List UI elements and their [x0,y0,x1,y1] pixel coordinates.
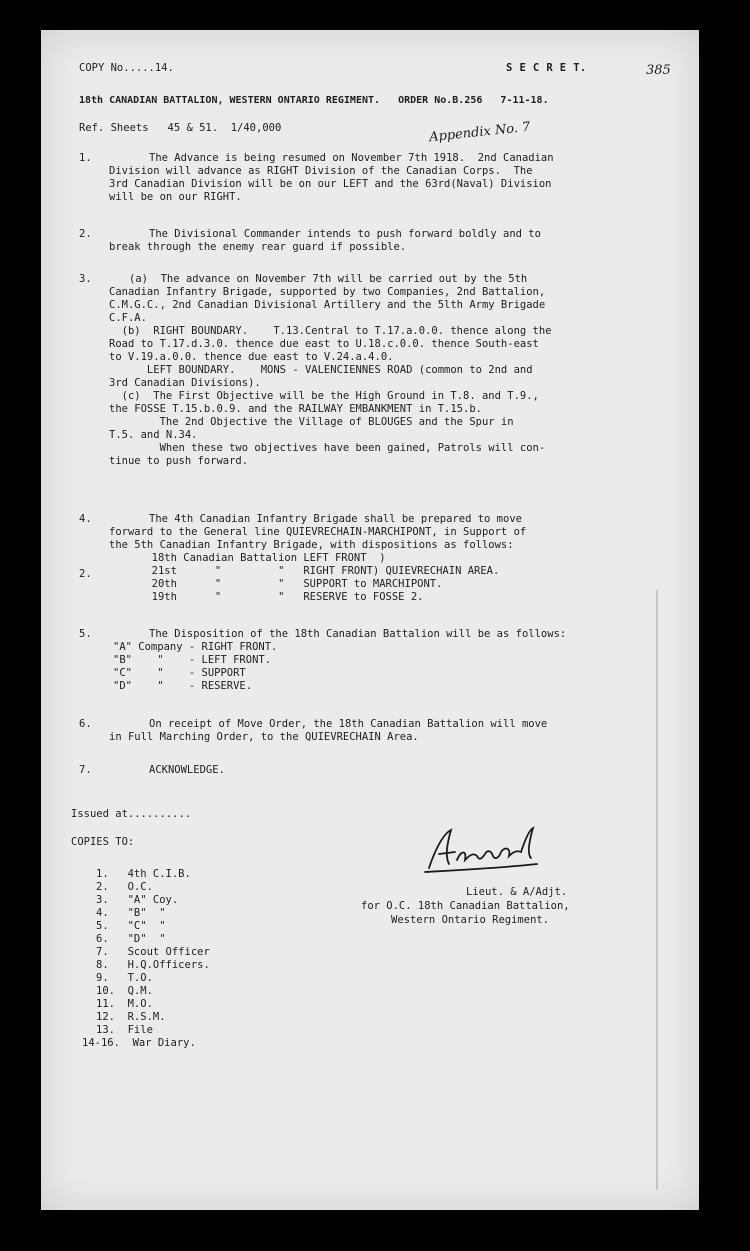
list-item: 3. "A" Coy. [96,894,179,906]
signature-scrawl [421,820,541,880]
para-line: in Full Marching Order, to the QUIEVRECHAIN Area. [109,731,419,743]
list-item: 7. Scout Officer [96,946,210,958]
para-line: "C" " - SUPPORT [113,667,246,679]
list-item: 5. "C" " [96,920,166,932]
appendix-note: Appendix No. 7 [428,119,532,146]
secret-mark: S E C R E T. [506,62,587,74]
order-title: 18th CANADIAN BATTALION, WESTERN ONTARIO REGIMENT. ORDER No.B.256 7-11-18. [79,95,549,106]
para-line: The Advance is being resumed on November 7th 1918. 2nd Canadian [149,152,554,164]
para-line: The Disposition of the 18th Canadian Battalion will be as follows: [149,628,567,640]
acknowledge: ACKNOWLEDGE. [149,764,225,776]
signer-for-line: for O.C. 18th Canadian Battalion, [361,900,570,912]
page-number: 385 [646,63,671,78]
signer-rank: Lieut. & A/Adjt. [466,886,568,898]
para-line: 20th " " SUPPORT to MARCHIPONT. [139,578,443,590]
para-line: The 4th Canadian Infantry Brigade shall be prepared to move [149,513,522,525]
para-3 [109,273,659,468]
para-line: 19th " " RESERVE to FOSSE 2. [139,591,424,603]
para-line: The 2nd Objective the Village of BLOUGES and the Spur in [109,416,514,428]
para-line: The Divisional Commander intends to push forward boldly and to [149,228,541,240]
para-line: "B" " - LEFT FRONT. [113,654,272,666]
para-line: Division will advance as RIGHT Division of the Canadian Corps. The [109,165,533,177]
para-line: 3rd Canadian Division will be on our LEFT and the 63rd(Naval) Division [109,178,552,190]
signature [421,820,541,880]
para-3-number: 3. [79,273,92,285]
para-line: the 5th Canadian Infantry Brigade, with dispositions as follows: [109,539,514,551]
para-6-number: 6. [79,718,92,730]
map-reference: Ref. Sheets 45 & 51. 1/40,000 [79,122,282,134]
para-7-number: 7. [79,764,92,776]
list-item: 10. Q.M. [96,985,153,997]
para-5-number: 5. [79,628,92,640]
para-line: will be on our RIGHT. [109,191,242,203]
para-line: (b) RIGHT BOUNDARY. T.13.Central to T.17.a.0.0. thence along the [109,325,552,337]
para-line: "A" Company - RIGHT FRONT. [113,641,278,653]
copies-list [82,868,210,1050]
copy-number: COPY No.....14. [79,62,174,74]
para-5 [109,628,659,693]
para-1-number: 1. [79,152,92,164]
para-line: C.F.A. [109,312,147,324]
para-line: LEFT BOUNDARY. MONS - VALENCIENNES ROAD (common to 2nd and [109,364,533,376]
para-1 [109,152,659,204]
para-line: 21st " " RIGHT FRONT) QUIEVRECHAIN AREA. [139,565,500,577]
list-item: 4. "B" " [96,907,166,919]
para-4-number: 4. [79,513,92,525]
list-item: 8. H.Q.Officers. [96,959,210,971]
para-line: On receipt of Move Order, the 18th Canadian Battalion will move [149,718,548,730]
list-item: 1. 4th C.I.B. [96,868,191,880]
copies-heading: COPIES TO: [71,836,135,848]
para-line: (c) The First Objective will be the High Ground in T.8. and T.9., [109,390,539,402]
issued-at: Issued at.......... [71,808,192,820]
list-item: 12. R.S.M. [96,1011,166,1023]
para-line: C.M.G.C., 2nd Canadian Divisional Artillery and the 5lth Army Brigade [109,299,546,311]
para-line: to V.19.a.0.0. thence due east to V.24.a.4.0. [109,351,394,363]
para-line: forward to the General line QUIEVRECHAIN-MARCHIPONT, in Support of [109,526,527,538]
list-item: 2. O.C. [96,881,153,893]
para-4 [109,513,659,604]
para-6 [109,718,659,744]
para-line: When these two objectives have been gained, Patrols will con- [109,442,546,454]
para-line: 3rd Canadian Divisions). [109,377,261,389]
para-line: the FOSSE T.15.b.0.9. and the RAILWAY EMBANKMENT in T.15.b. [109,403,482,415]
signer-regiment: Western Ontario Regiment. [391,914,550,926]
para-4-side-label: 2. [79,568,92,580]
para-2-number: 2. [79,228,92,240]
list-item: 11. M.O. [96,998,153,1010]
list-item: 13. File [96,1024,153,1036]
para-line: Road to T.17.d.3.0. thence due east to U.18.c.0.0. thence South-east [109,338,539,350]
para-line: 18th Canadian Battalion LEFT FRONT ) [139,552,386,564]
para-line: T.5. and N.34. [109,429,198,441]
para-line: tinue to push forward. [109,455,249,467]
list-item: 14-16. War Diary. [82,1037,196,1049]
para-line: "D" " - RESERVE. [113,680,253,692]
para-line: (a) The advance on November 7th will be carried out by the 5th [129,273,528,285]
para-2 [109,228,659,254]
list-item: 6. "D" " [96,933,166,945]
para-line: Canadian Infantry Brigade, supported by two Companies, 2nd Battalion, [109,286,546,298]
document-page [41,30,699,1210]
para-line: break through the enemy rear guard if possible. [109,241,407,253]
list-item: 9. T.O. [96,972,153,984]
